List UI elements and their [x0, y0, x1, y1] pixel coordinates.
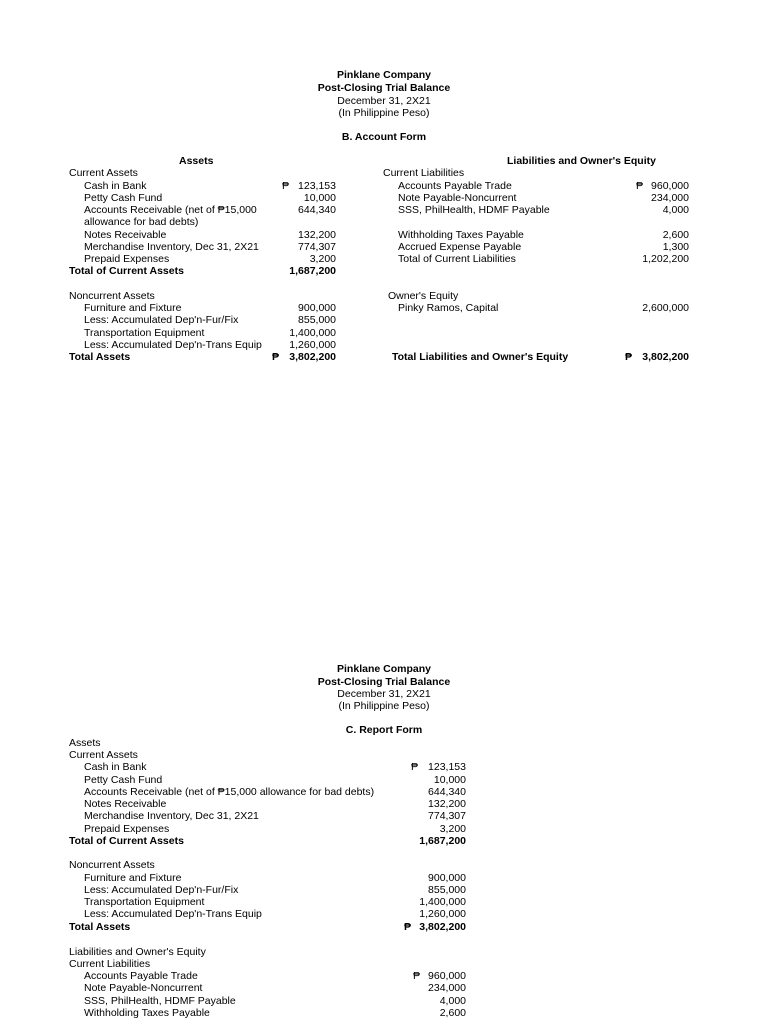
- notes-label: Notes Receivable: [84, 229, 167, 241]
- peso-sign: ₱: [282, 180, 290, 192]
- prepaid-label: Prepaid Expenses: [84, 253, 170, 265]
- currency-note: (In Philippine Peso): [338, 700, 430, 712]
- dep-furniture-value: 855,000: [428, 884, 466, 896]
- peso-sign: ₱: [413, 970, 421, 982]
- total-assets-label: Total Assets: [69, 921, 131, 933]
- ar-label-continued: allowance for bad debts): [84, 216, 199, 228]
- current-assets-label: Current Assets: [69, 167, 138, 179]
- currency-note: (In Philippine Peso): [338, 107, 430, 119]
- assets-heading: Assets: [179, 155, 214, 167]
- cash-label: Cash in Bank: [84, 761, 147, 773]
- total-cl-value: 1,202,200: [642, 253, 689, 265]
- dep-furniture-value: 855,000: [298, 314, 336, 326]
- total-assets-label: Total Assets: [69, 351, 131, 363]
- dep-transport-value: 1,260,000: [419, 908, 466, 920]
- np-label: Note Payable-Noncurrent: [84, 982, 203, 994]
- statement-date: December 31, 2X21: [337, 688, 431, 700]
- total-cl-label: Total of Current Liabilities: [398, 253, 516, 265]
- sss-label: SSS, PhilHealth, HDMF Payable: [84, 995, 236, 1007]
- capital-label: Pinky Ramos, Capital: [398, 302, 499, 314]
- company-name: Pinklane Company: [337, 663, 431, 675]
- furniture-value: 900,000: [298, 302, 336, 314]
- transport-label: Transportation Equipment: [84, 896, 205, 908]
- notes-label: Notes Receivable: [84, 798, 167, 810]
- prepaid-value: 3,200: [309, 253, 336, 265]
- ap-value: 960,000: [651, 180, 689, 192]
- furniture-label: Furniture and Fixture: [84, 302, 182, 314]
- total-le-value: 3,802,200: [642, 351, 689, 363]
- current-assets-label: Current Assets: [69, 749, 138, 761]
- np-value: 234,000: [428, 982, 466, 994]
- np-label: Note Payable-Noncurrent: [398, 192, 517, 204]
- dep-furniture-label: Less: Accumulated Dep'n-Fur/Fix: [84, 884, 239, 896]
- merch-label: Merchandise Inventory, Dec 31, 2X21: [84, 241, 259, 253]
- merch-value: 774,307: [428, 810, 466, 822]
- noncurrent-assets-label: Noncurrent Assets: [69, 859, 155, 871]
- total-current-assets-label: Total of Current Assets: [69, 265, 184, 277]
- furniture-label: Furniture and Fixture: [84, 872, 182, 884]
- peso-sign: ₱: [636, 180, 644, 192]
- section-title: B. Account Form: [341, 131, 427, 143]
- liabilities-heading: Liabilities and Owner's Equity: [507, 155, 656, 167]
- company-name: Pinklane Company: [337, 69, 431, 81]
- dep-furniture-label: Less: Accumulated Dep'n-Fur/Fix: [84, 314, 239, 326]
- le-heading: Liabilities and Owner's Equity: [69, 946, 206, 958]
- merch-label: Merchandise Inventory, Dec 31, 2X21: [84, 810, 259, 822]
- prepaid-value: 3,200: [439, 823, 466, 835]
- total-current-assets-value: 1,687,200: [289, 265, 336, 277]
- wt-label: Withholding Taxes Payable: [84, 1007, 210, 1019]
- peso-sign: ₱: [404, 921, 412, 933]
- transport-value: 1,400,000: [289, 327, 336, 339]
- ap-value: 960,000: [428, 970, 466, 982]
- notes-value: 132,200: [298, 229, 336, 241]
- transport-label: Transportation Equipment: [84, 327, 205, 339]
- wt-value: 2,600: [439, 1007, 466, 1019]
- wt-label: Withholding Taxes Payable: [398, 229, 524, 241]
- petty-value: 10,000: [303, 192, 336, 204]
- capital-value: 2,600,000: [642, 302, 689, 314]
- transport-value: 1,400,000: [419, 896, 466, 908]
- current-liabilities-label: Current Liabilities: [69, 958, 151, 970]
- total-assets-value: 3,802,200: [419, 921, 466, 933]
- furniture-value: 900,000: [428, 872, 466, 884]
- total-assets-value: 3,802,200: [289, 351, 336, 363]
- sss-value: 4,000: [439, 995, 466, 1007]
- petty-label: Petty Cash Fund: [84, 192, 163, 204]
- cash-value: 123,153: [428, 761, 466, 773]
- total-le-label: Total Liabilities and Owner's Equity: [392, 351, 569, 363]
- current-liabilities-label: Current Liabilities: [383, 167, 465, 179]
- total-current-assets-value: 1,687,200: [419, 835, 466, 847]
- cash-value: 123,153: [298, 180, 336, 192]
- wt-value: 2,600: [662, 229, 689, 241]
- ar-value: 644,340: [428, 786, 466, 798]
- dep-transport-value: 1,260,000: [289, 339, 336, 351]
- merch-value: 774,307: [298, 241, 336, 253]
- statement-title: Post-Closing Trial Balance: [317, 82, 451, 94]
- noncurrent-assets-label: Noncurrent Assets: [69, 290, 155, 302]
- dep-transport-label: Less: Accumulated Dep'n-Trans Equip: [84, 908, 262, 920]
- cash-label: Cash in Bank: [84, 180, 147, 192]
- owners-equity-label: Owner's Equity: [388, 290, 459, 302]
- total-current-assets-label: Total of Current Assets: [69, 835, 184, 847]
- peso-sign: ₱: [411, 761, 419, 773]
- dep-transport-label: Less: Accumulated Dep'n-Trans Equip: [84, 339, 262, 351]
- peso-sign: ₱: [272, 351, 280, 363]
- section-title: C. Report Form: [345, 724, 423, 736]
- ae-value: 1,300: [662, 241, 689, 253]
- petty-value: 10,000: [433, 774, 466, 786]
- ar-label: Accounts Receivable (net of ₱15,000 allowance for bad debts): [84, 786, 375, 798]
- ap-label: Accounts Payable Trade: [84, 970, 198, 982]
- ar-label: Accounts Receivable (net of ₱15,000: [84, 204, 257, 216]
- notes-value: 132,200: [428, 798, 466, 810]
- sss-label: SSS, PhilHealth, HDMF Payable: [398, 204, 550, 216]
- np-value: 234,000: [651, 192, 689, 204]
- prepaid-label: Prepaid Expenses: [84, 823, 170, 835]
- peso-sign: ₱: [625, 351, 633, 363]
- statement-title: Post-Closing Trial Balance: [317, 676, 451, 688]
- statement-date: December 31, 2X21: [337, 95, 431, 107]
- assets-heading: Assets: [69, 737, 101, 749]
- ar-value: 644,340: [298, 204, 336, 216]
- sss-value: 4,000: [662, 204, 689, 216]
- ae-label: Accrued Expense Payable: [398, 241, 522, 253]
- petty-label: Petty Cash Fund: [84, 774, 163, 786]
- ap-label: Accounts Payable Trade: [398, 180, 512, 192]
